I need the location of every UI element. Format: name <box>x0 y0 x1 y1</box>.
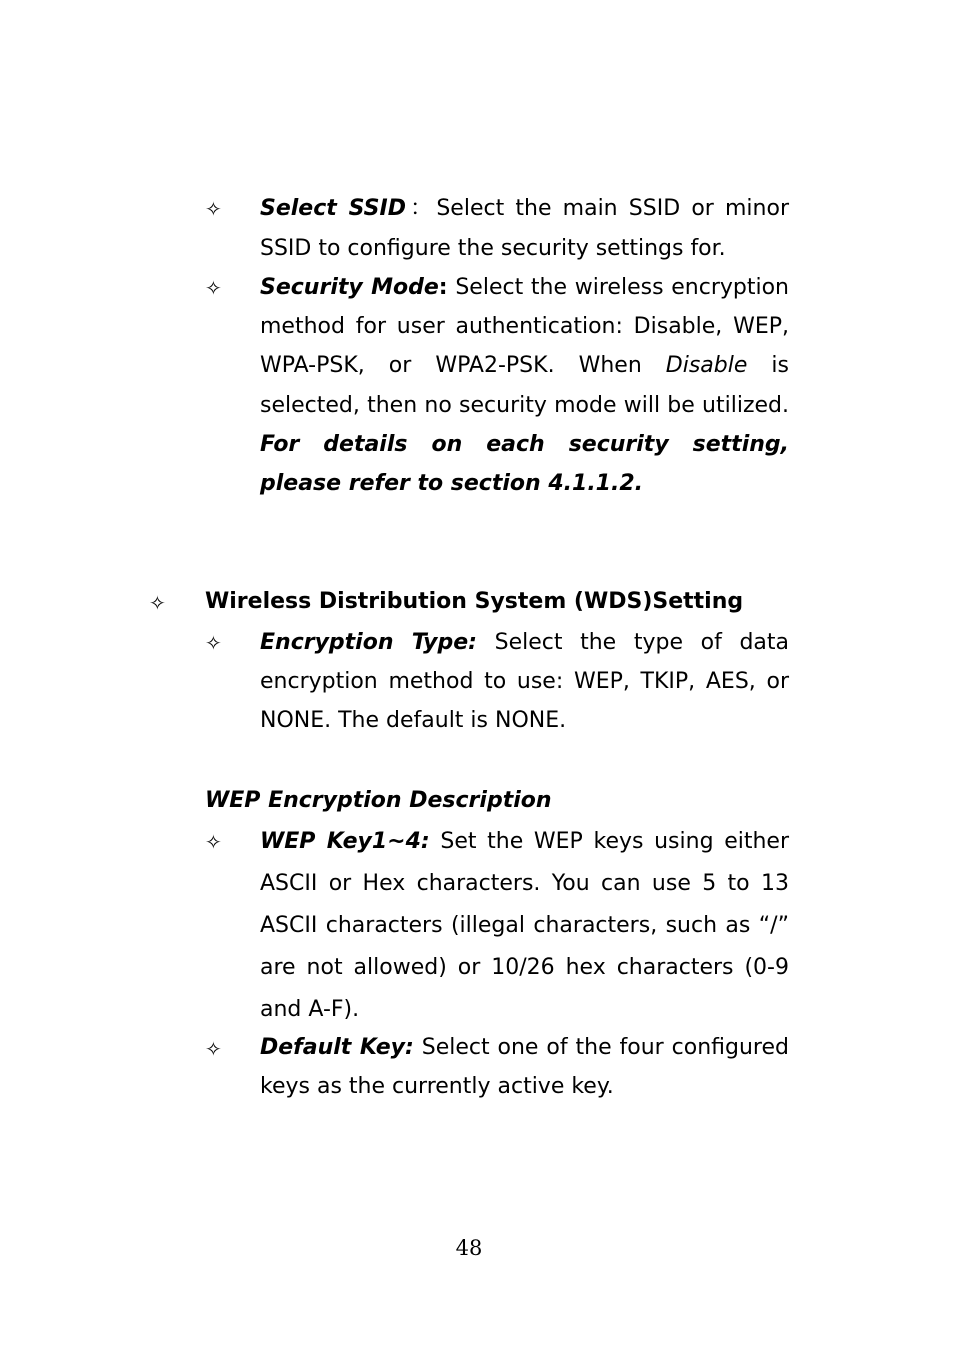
desc-wep-keys: Set the WEP keys using either ASCII or Hex characters. You can use 5 to 13 ASCII characters (illegal characters, such as “/” are not allowed) or 10/26 hex characters (0-9 and A-F). <box>260 829 789 1022</box>
term-select-ssid: Select SSID <box>260 196 406 221</box>
page-number: 48 <box>455 1236 483 1260</box>
term-security-mode: Security Mode <box>260 275 439 300</box>
desc-security-mode-part2: is selected, then no security mode will be utilized. <box>260 353 790 418</box>
bullet-icon: ✧ <box>205 276 222 300</box>
term-encryption-type: Encryption Type: <box>260 630 477 655</box>
bullet-icon: ✧ <box>205 197 222 221</box>
desc-security-mode-disable: Disable <box>665 353 748 379</box>
term-separator: : <box>438 275 448 300</box>
desc-encryption-type: Select the type of data encryption method to use: WEP, TKIP, AES, or NONE. The default is NONE. <box>260 630 790 734</box>
bullet-icon: ✧ <box>205 631 222 655</box>
bullet-icon: ✧ <box>149 591 166 615</box>
bullet-encryption-type <box>260 623 789 741</box>
bullet-wep-keys <box>260 821 789 1031</box>
term-default-key: Default Key: <box>260 1035 414 1060</box>
desc-security-mode-note: For details on each security setting, please refer to section 4.1.1.2. <box>260 431 789 497</box>
desc-select-ssid: Select the main SSID or minor SSID to configure the security settings for. <box>260 196 789 261</box>
desc-security-mode-part1: Select the wireless encryption method for user authentication: Disable, WEP, WPA-PSK, or WPA2-PSK. When <box>260 275 789 379</box>
bullet-security-mode <box>260 268 789 503</box>
desc-default-key: Select one of the four configured keys as the currently active key. <box>260 1035 789 1099</box>
term-wep-keys: WEP Key1~4: <box>260 829 430 854</box>
bullet-icon: ✧ <box>205 830 222 854</box>
bullet-icon: ✧ <box>205 1037 222 1061</box>
bullet-default-key <box>260 1029 789 1106</box>
term-separator: ： <box>405 196 437 221</box>
subsection-heading-wep: WEP Encryption Description <box>205 788 552 813</box>
bullet-select-ssid <box>260 189 789 268</box>
section-heading-wds: Wireless Distribution System (WDS)Setting <box>205 589 744 614</box>
